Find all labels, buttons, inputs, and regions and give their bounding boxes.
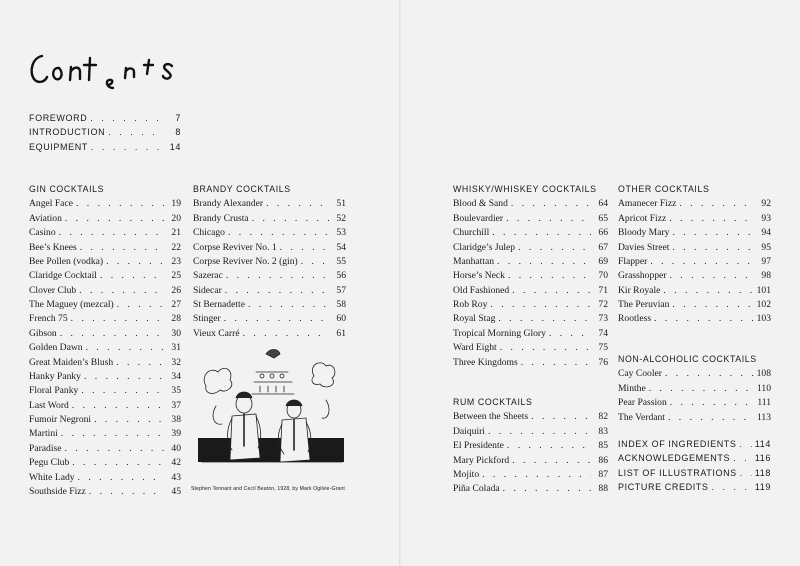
toc-page: 111 xyxy=(757,397,771,409)
toc-entry[interactable] xyxy=(193,255,346,269)
toc-entry[interactable] xyxy=(29,442,181,456)
dot-leader xyxy=(301,255,329,269)
toc-page: 75 xyxy=(598,342,608,354)
toc-label: Clover Club xyxy=(29,284,77,296)
toc-page: 55 xyxy=(336,255,346,267)
toc-page: 23 xyxy=(171,255,181,267)
toc-page: 35 xyxy=(171,385,181,397)
toc-label: Churchill xyxy=(453,227,490,239)
toc-label: FOREWORD xyxy=(29,113,88,123)
dot-leader xyxy=(512,454,591,468)
dot-leader xyxy=(266,197,329,211)
toc-label: Gibson xyxy=(29,327,57,339)
toc-entry[interactable] xyxy=(618,367,771,381)
toc-label: LIST OF ILLUSTRATIONS xyxy=(618,467,737,478)
toc-entry[interactable] xyxy=(618,284,771,298)
dot-leader xyxy=(665,367,754,381)
toc-entry[interactable] xyxy=(29,312,181,326)
dot-leader xyxy=(549,327,591,341)
dot-leader xyxy=(654,312,754,326)
dot-leader xyxy=(65,442,164,456)
toc-entry[interactable] xyxy=(29,485,181,499)
dot-leader xyxy=(672,241,754,255)
dot-leader xyxy=(61,427,164,441)
toc-page: 74 xyxy=(598,327,608,339)
toc-entry[interactable] xyxy=(193,312,346,326)
toc-label: Ward Eight xyxy=(453,342,497,354)
dot-leader xyxy=(79,284,164,298)
toc-page: 71 xyxy=(598,284,608,296)
toc-label: Three Kingdoms xyxy=(453,356,518,368)
toc-page: 30 xyxy=(171,327,181,339)
toc-page: 73 xyxy=(598,313,608,325)
dot-leader xyxy=(248,298,329,312)
toc-page: 54 xyxy=(336,241,346,253)
section-heading-whisky: WHISKY/WHISKEY COCKTAILS xyxy=(453,184,597,194)
toc-entry[interactable] xyxy=(29,255,181,269)
toc-page: 108 xyxy=(756,368,771,380)
toc-label: Boulevardier xyxy=(453,212,504,224)
dot-leader xyxy=(252,212,329,226)
toc-page: 43 xyxy=(171,471,181,483)
dot-leader xyxy=(86,341,164,355)
toc-entry-foreword[interactable] xyxy=(29,111,181,125)
dot-leader xyxy=(740,437,752,451)
toc-page: 25 xyxy=(171,270,181,282)
toc-entry[interactable] xyxy=(618,226,771,240)
toc-label: INDEX OF INGREDIENTS xyxy=(618,439,737,449)
toc-label: Aviation xyxy=(29,212,62,224)
toc-label: Rob Roy xyxy=(453,299,488,310)
dot-leader xyxy=(78,471,164,485)
dot-leader xyxy=(668,411,754,425)
dot-leader xyxy=(497,255,591,269)
toc-label: The Verdant xyxy=(618,411,665,423)
toc-label: Daiquiri xyxy=(453,425,485,437)
toc-label: Golden Dawn xyxy=(29,342,83,354)
dot-leader xyxy=(521,356,591,370)
toc-entry[interactable] xyxy=(618,312,771,326)
toc-page: 28 xyxy=(171,313,181,325)
toc-page: 26 xyxy=(171,284,181,296)
toc-label: Minthe xyxy=(618,382,646,394)
dot-leader xyxy=(482,468,591,482)
toc-page: 22 xyxy=(171,241,181,253)
toc-page: 39 xyxy=(171,428,181,440)
dot-leader xyxy=(89,485,164,499)
toc-label: Claridge’s Julep xyxy=(453,241,516,253)
toc-entry[interactable] xyxy=(453,482,608,496)
toc-entry[interactable] xyxy=(618,255,771,269)
illustration-caption: Stephen Tennant and Cecil Beaton, 1928, by Mark Ogilvie-Grant xyxy=(191,486,345,492)
dot-leader xyxy=(511,197,591,211)
toc-page: 8 xyxy=(175,127,181,138)
toc-label: The Maguey (mezcal) xyxy=(29,299,114,310)
toc-entry[interactable] xyxy=(193,327,346,341)
toc-label: Rootless xyxy=(618,313,652,325)
toc-label: Apricot Fizz xyxy=(618,212,667,224)
toc-label: Sidecar xyxy=(193,284,222,296)
toc-label: Southside Fizz xyxy=(29,485,86,497)
toc-label: Floral Panky xyxy=(29,385,79,397)
toc-label: Hanky Panky xyxy=(29,370,81,382)
dot-leader xyxy=(733,451,752,465)
toc-page: 21 xyxy=(171,227,181,239)
toc-label: Bloody Mary xyxy=(618,227,670,239)
toc-label: Great Maiden’s Blush xyxy=(29,356,114,368)
toc-label: Grasshopper xyxy=(618,270,667,282)
toc-page: 118 xyxy=(754,467,771,478)
toc-page: 94 xyxy=(761,227,771,239)
toc-page: 102 xyxy=(756,299,771,310)
contents-title xyxy=(28,46,208,96)
toc-entry[interactable] xyxy=(29,471,181,485)
dot-leader xyxy=(225,284,329,298)
section-heading-rum: RUM COCKTAILS xyxy=(453,397,533,407)
gin-cocktails-section xyxy=(29,182,181,499)
dot-leader xyxy=(672,226,754,240)
toc-entry[interactable] xyxy=(453,284,608,298)
book-gutter xyxy=(399,0,401,566)
toc-label: Sazerac xyxy=(193,270,223,282)
toc-page: 86 xyxy=(598,454,608,466)
rum-cocktails-section xyxy=(453,395,608,497)
toc-page: 27 xyxy=(171,299,181,310)
toc-entry[interactable] xyxy=(453,341,608,355)
dot-leader xyxy=(670,269,755,283)
whisky-cocktails-section xyxy=(453,182,608,370)
non-alcoholic-cocktails-section xyxy=(618,352,771,425)
dot-leader xyxy=(100,269,164,283)
toc-label: Martini xyxy=(29,428,58,440)
toc-page: 14 xyxy=(169,141,181,152)
section-heading-brandy: BRANDY COCKTAILS xyxy=(193,184,291,194)
toc-page: 83 xyxy=(598,425,608,437)
toc-label: Casino xyxy=(29,227,56,239)
toc-entry[interactable] xyxy=(453,241,608,255)
dot-leader xyxy=(90,111,164,125)
toc-entry-equipment[interactable] xyxy=(29,140,181,154)
dot-leader xyxy=(507,439,591,453)
dot-leader xyxy=(649,382,754,396)
toc-label: Cay Cooler xyxy=(618,368,662,380)
toc-page: 67 xyxy=(598,241,608,253)
dot-leader xyxy=(81,384,164,398)
toc-entry[interactable] xyxy=(453,312,608,326)
toc-entry[interactable] xyxy=(453,468,608,482)
toc-entry[interactable] xyxy=(193,226,346,240)
toc-entry[interactable] xyxy=(29,356,181,370)
toc-entry[interactable] xyxy=(453,269,608,283)
illustration-tennant-beaton xyxy=(196,346,346,476)
toc-entry[interactable] xyxy=(453,255,608,269)
front-matter-list xyxy=(29,111,181,154)
toc-label: St Bernadette xyxy=(193,299,245,310)
toc-label: French 75 xyxy=(29,313,68,325)
toc-page: 60 xyxy=(336,313,346,325)
dot-leader xyxy=(76,197,164,211)
dot-leader xyxy=(243,327,329,341)
toc-page: 114 xyxy=(754,439,771,449)
toc-page: 93 xyxy=(761,212,771,224)
toc-label: Mary Pickford xyxy=(453,454,510,466)
toc-page: 65 xyxy=(598,212,608,224)
dot-leader xyxy=(518,241,591,255)
toc-page: 85 xyxy=(598,440,608,452)
dot-leader xyxy=(672,298,753,312)
toc-label: El Presidente xyxy=(453,440,504,452)
toc-label: Tropical Morning Glory xyxy=(453,327,546,339)
toc-label: Davies Street xyxy=(618,241,670,253)
toc-entry-picture-credits[interactable] xyxy=(618,480,771,494)
toc-label: Vieux Carré xyxy=(193,327,240,339)
dot-leader xyxy=(117,298,164,312)
toc-label: Last Word xyxy=(29,399,69,411)
dot-leader xyxy=(492,226,591,240)
dot-leader xyxy=(500,341,591,355)
toc-entry-acknowledgements[interactable] xyxy=(618,451,771,465)
toc-entry[interactable] xyxy=(29,327,181,341)
dot-leader xyxy=(108,125,164,139)
toc-entry[interactable] xyxy=(453,410,608,424)
dot-leader xyxy=(116,356,164,370)
toc-page: 61 xyxy=(336,327,346,339)
toc-entry[interactable] xyxy=(618,298,771,312)
toc-entry[interactable] xyxy=(453,425,608,439)
toc-entry[interactable] xyxy=(618,382,771,396)
toc-label: INTRODUCTION xyxy=(29,127,106,138)
toc-entry[interactable] xyxy=(453,439,608,453)
dot-leader xyxy=(228,226,329,240)
toc-page: 76 xyxy=(598,356,608,368)
toc-page: 32 xyxy=(171,356,181,368)
toc-entry[interactable] xyxy=(29,384,181,398)
toc-entry[interactable] xyxy=(618,197,771,211)
toc-entry[interactable] xyxy=(453,327,608,341)
toc-label: Between the Sheets xyxy=(453,411,529,423)
toc-label: Fumoir Negroni xyxy=(29,414,92,425)
toc-entry[interactable] xyxy=(193,241,346,255)
toc-label: Blood & Sand xyxy=(453,198,508,210)
toc-label: Kir Royale xyxy=(618,284,661,296)
dot-leader xyxy=(80,241,164,255)
back-matter-list xyxy=(618,437,771,495)
dot-leader xyxy=(106,255,164,269)
toc-page: 101 xyxy=(756,284,771,296)
toc-page: 34 xyxy=(171,370,181,382)
toc-label: Brandy Crusta xyxy=(193,212,249,224)
dot-leader xyxy=(280,241,329,255)
toc-page: 72 xyxy=(598,299,608,310)
toc-page: 103 xyxy=(756,313,771,325)
dot-leader xyxy=(531,410,591,424)
toc-label: Royal Stag xyxy=(453,313,496,325)
toc-label: PICTURE CREDITS xyxy=(618,482,709,493)
toc-page: 92 xyxy=(761,198,771,210)
toc-entry[interactable] xyxy=(618,241,771,255)
toc-entry[interactable] xyxy=(29,241,181,255)
toc-entry[interactable] xyxy=(29,413,181,427)
dot-leader xyxy=(663,284,753,298)
toc-entry-list-of-illustrations[interactable] xyxy=(618,466,771,480)
toc-entry[interactable] xyxy=(453,454,608,468)
toc-page: 56 xyxy=(336,270,346,282)
toc-label: White Lady xyxy=(29,471,75,483)
toc-label: Bee’s Knees xyxy=(29,241,77,253)
toc-page: 69 xyxy=(598,255,608,267)
toc-page: 53 xyxy=(336,227,346,239)
toc-label: Horse’s Neck xyxy=(453,270,505,282)
toc-page: 45 xyxy=(171,485,181,497)
toc-label: The Peruvian xyxy=(618,299,670,310)
toc-page: 38 xyxy=(171,414,181,425)
toc-entry[interactable] xyxy=(453,212,608,226)
dot-leader xyxy=(60,327,164,341)
dot-leader xyxy=(498,312,591,326)
toc-entry[interactable] xyxy=(453,226,608,240)
toc-page: 20 xyxy=(171,212,181,224)
toc-page: 110 xyxy=(756,382,771,394)
dot-leader xyxy=(669,212,754,226)
toc-page: 97 xyxy=(761,255,771,267)
toc-page: 7 xyxy=(175,113,181,123)
dot-leader xyxy=(84,370,164,384)
dot-leader xyxy=(224,312,329,326)
toc-label: ACKNOWLEDGEMENTS xyxy=(618,453,731,464)
toc-page: 31 xyxy=(171,342,181,354)
toc-page: 57 xyxy=(336,284,346,296)
dot-leader xyxy=(72,399,164,413)
toc-page: 95 xyxy=(761,241,771,253)
toc-entry[interactable] xyxy=(193,284,346,298)
dot-leader xyxy=(712,480,752,494)
toc-entry[interactable] xyxy=(193,212,346,226)
toc-label: Bee Pollen (vodka) xyxy=(29,255,104,267)
toc-entry[interactable] xyxy=(453,356,608,370)
dot-leader xyxy=(226,269,329,283)
dot-leader xyxy=(670,396,754,410)
toc-page: 64 xyxy=(598,198,608,210)
toc-label: Piña Colada xyxy=(453,483,500,495)
toc-label: Brandy Alexander xyxy=(193,198,264,210)
toc-label: Corpse Reviver No. 1 xyxy=(193,241,277,253)
toc-label: EQUIPMENT xyxy=(29,141,88,152)
toc-entry[interactable] xyxy=(193,298,346,312)
toc-page: 88 xyxy=(598,483,608,495)
toc-label: Claridge Cocktail xyxy=(29,270,97,282)
dot-leader xyxy=(65,212,164,226)
toc-page: 119 xyxy=(754,482,771,493)
dot-leader xyxy=(490,298,591,312)
toc-entry[interactable] xyxy=(618,212,771,226)
toc-entry[interactable] xyxy=(29,212,181,226)
dot-leader xyxy=(71,312,164,326)
toc-label: Pegu Club xyxy=(29,457,70,469)
toc-entry[interactable] xyxy=(29,427,181,441)
toc-label: Angel Face xyxy=(29,198,73,210)
dot-leader xyxy=(679,197,754,211)
section-heading-non-alcoholic: NON-ALCOHOLIC COCKTAILS xyxy=(618,354,757,364)
toc-page: 58 xyxy=(336,299,346,310)
toc-label: Paradise xyxy=(29,442,62,454)
toc-entry[interactable] xyxy=(618,411,771,425)
toc-label: Manhattan xyxy=(453,255,495,267)
dot-leader xyxy=(503,482,591,496)
toc-page: 42 xyxy=(171,457,181,469)
dot-leader xyxy=(488,425,591,439)
toc-entry[interactable] xyxy=(29,269,181,283)
toc-entry[interactable] xyxy=(453,298,608,312)
toc-entry-index-of-ingredients[interactable] xyxy=(618,437,771,451)
toc-entry[interactable] xyxy=(618,396,771,410)
toc-label: Amanecer Fizz xyxy=(618,198,677,210)
toc-label: Stinger xyxy=(193,313,221,325)
toc-page: 82 xyxy=(598,411,608,423)
dot-leader xyxy=(512,284,591,298)
toc-page: 37 xyxy=(171,399,181,411)
toc-page: 116 xyxy=(754,453,771,464)
toc-page: 51 xyxy=(336,198,346,210)
section-heading-gin: GIN COCKTAILS xyxy=(29,184,105,194)
toc-entry-introduction[interactable] xyxy=(29,125,181,139)
toc-entry[interactable] xyxy=(29,399,181,413)
dot-leader xyxy=(506,212,591,226)
toc-page: 19 xyxy=(171,198,181,210)
toc-entry[interactable] xyxy=(193,197,346,211)
toc-page: 87 xyxy=(598,468,608,480)
dot-leader xyxy=(59,226,164,240)
toc-entry[interactable] xyxy=(29,341,181,355)
toc-entry[interactable] xyxy=(618,269,771,283)
toc-entry[interactable] xyxy=(453,197,608,211)
toc-entry[interactable] xyxy=(193,269,346,283)
toc-entry[interactable] xyxy=(29,226,181,240)
toc-label: Flapper xyxy=(618,255,648,267)
toc-entry[interactable] xyxy=(29,370,181,384)
brandy-cocktails-section xyxy=(193,182,346,341)
toc-page: 52 xyxy=(336,212,346,224)
dot-leader xyxy=(91,140,164,154)
toc-entry[interactable] xyxy=(29,456,181,470)
dot-leader xyxy=(72,456,164,470)
toc-page: 98 xyxy=(761,270,771,282)
toc-entry[interactable] xyxy=(29,298,181,312)
dot-leader xyxy=(94,413,164,427)
toc-entry[interactable] xyxy=(29,197,181,211)
section-heading-other: OTHER COCKTAILS xyxy=(618,184,710,194)
toc-page: 40 xyxy=(171,442,181,454)
toc-label: Pear Passion xyxy=(618,397,667,409)
dot-leader xyxy=(650,255,754,269)
toc-label: Corpse Reviver No. 2 (gin) xyxy=(193,255,298,267)
dot-leader xyxy=(508,269,591,283)
toc-page: 113 xyxy=(756,411,771,423)
toc-page: 70 xyxy=(598,270,608,282)
toc-label: Old Fashioned xyxy=(453,284,510,296)
dot-leader xyxy=(740,466,752,480)
toc-label: Mojito xyxy=(453,468,480,480)
toc-label: Chicago xyxy=(193,227,225,239)
other-cocktails-section xyxy=(618,182,771,327)
toc-entry[interactable] xyxy=(29,284,181,298)
toc-page: 66 xyxy=(598,227,608,239)
